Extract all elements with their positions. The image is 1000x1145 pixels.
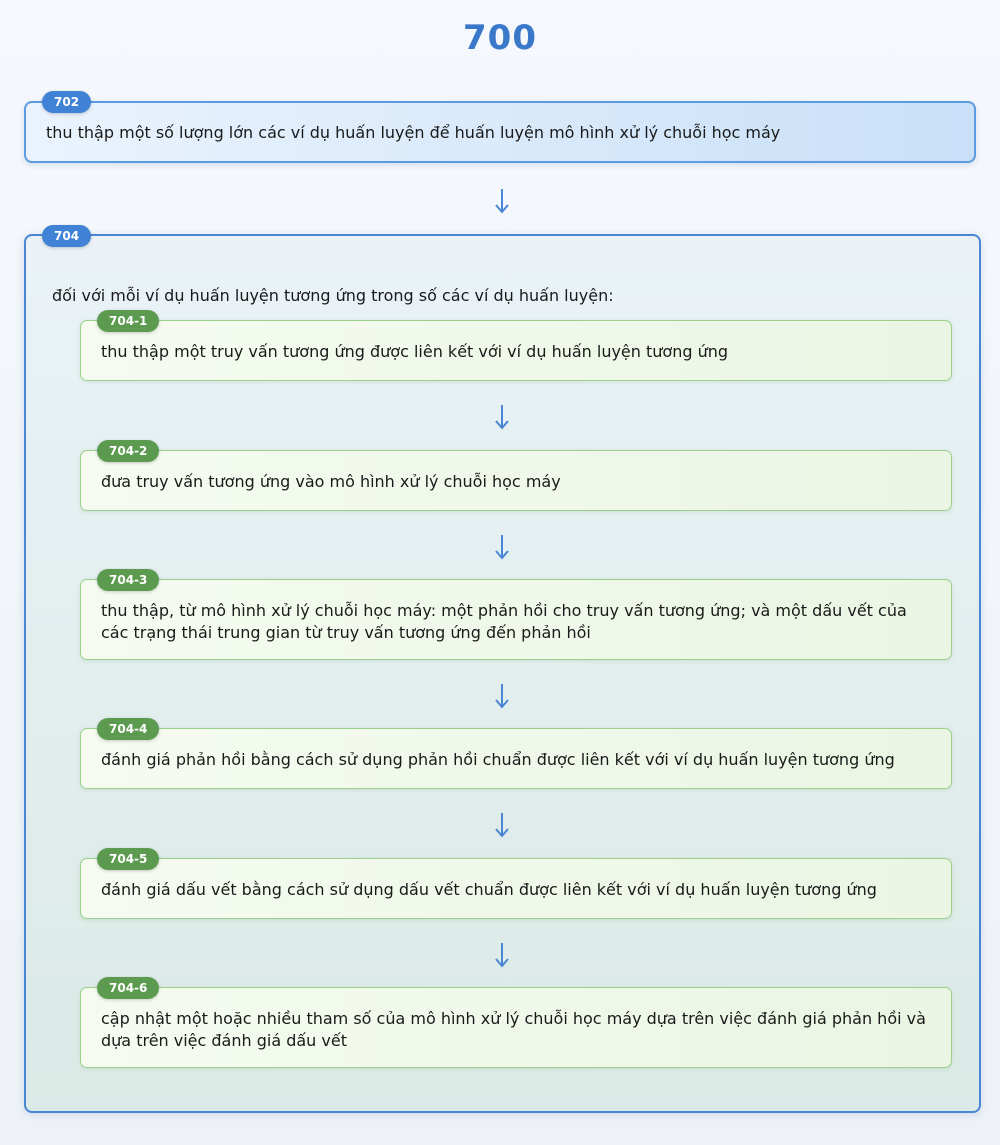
step-704-2-box [80, 450, 952, 511]
step-704-3-badge: 704-3 [97, 569, 159, 591]
step-704-5-text: đánh giá dấu vết bằng cách sử dụng dấu vết chuẩn được liên kết với ví dụ huấn luyện tương ứng [101, 880, 877, 899]
step-704-3-box [80, 579, 952, 660]
step-704-6-box [80, 987, 952, 1068]
step-704-5-badge: 704-5 [97, 848, 159, 870]
diagram-title: 700 [463, 18, 537, 58]
arrow-down-icon [492, 187, 512, 215]
step-704-1-badge: 704-1 [97, 310, 159, 332]
step-704-1-text: thu thập một truy vấn tương ứng được liên kết với ví dụ huấn luyện tương ứng [101, 342, 729, 361]
step-704-3-text: thu thập, từ mô hình xử lý chuỗi học máy: một phản hồi cho truy vấn tương ứng; và một dấu vết của các trạng thái trung gian từ truy vấn tương ứng đến phản hồi [101, 601, 907, 642]
arrow-down-icon [492, 811, 512, 839]
step-704-2-badge: 704-2 [97, 440, 159, 462]
step-704-4-box [80, 728, 952, 789]
step-704-1-box [80, 320, 952, 381]
step-702-box [24, 101, 976, 163]
step-704-5-box [80, 858, 952, 919]
step-704-4-badge: 704-4 [97, 718, 159, 740]
step-702-badge: 702 [42, 91, 91, 113]
arrow-down-icon [492, 941, 512, 969]
arrow-down-icon [492, 403, 512, 431]
loop-704-intro: đối với mỗi ví dụ huấn luyện tương ứng trong số các ví dụ huấn luyện: [52, 286, 614, 305]
step-704-4-text: đánh giá phản hồi bằng cách sử dụng phản hồi chuẩn được liên kết với ví dụ huấn luyện tương ứng [101, 750, 895, 769]
arrow-down-icon [492, 682, 512, 710]
loop-704-badge: 704 [42, 225, 91, 247]
step-704-2-text: đưa truy vấn tương ứng vào mô hình xử lý chuỗi học máy [101, 472, 561, 491]
arrow-down-icon [492, 533, 512, 561]
step-704-6-text: cập nhật một hoặc nhiều tham số của mô hình xử lý chuỗi học máy dựa trên việc đánh giá phản hồi và dựa trên việc đánh giá dấu vết [101, 1009, 926, 1050]
step-702-text: thu thập một số lượng lớn các ví dụ huấn luyện để huấn luyện mô hình xử lý chuỗi học máy [46, 123, 781, 142]
step-704-6-badge: 704-6 [97, 977, 159, 999]
